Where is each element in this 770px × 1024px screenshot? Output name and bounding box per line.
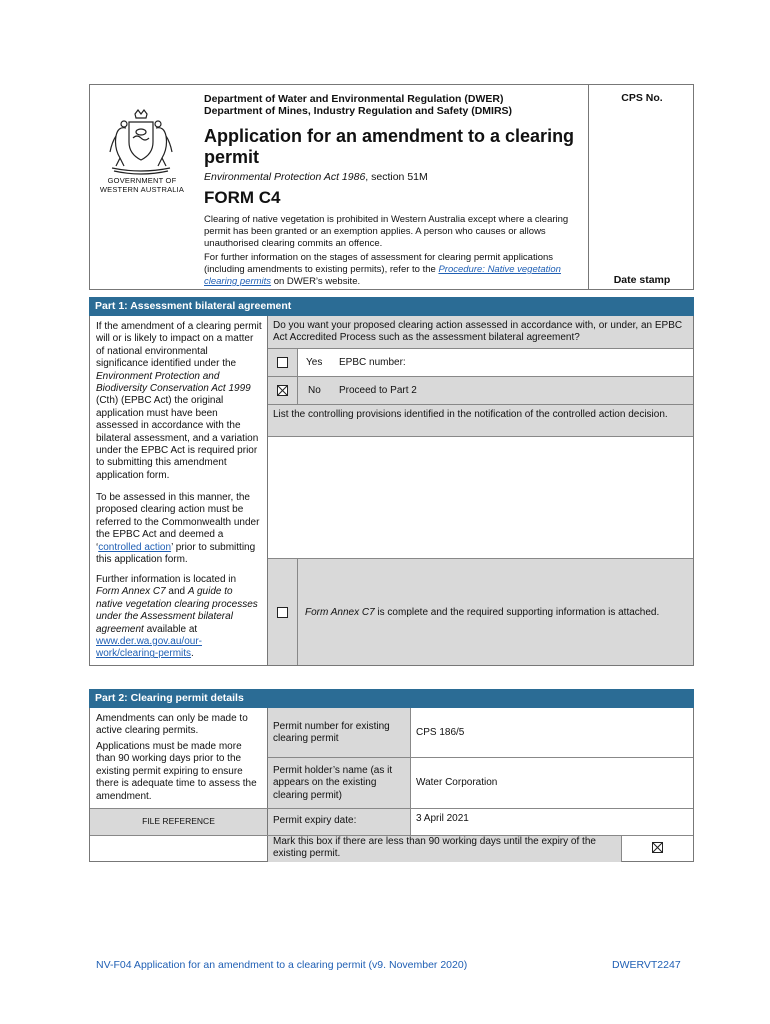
p1-text-b: (Cth) (EPBC Act) the original application must have been assessed in accordance with the bilateral assessment, and a variation under the EPBC Act is required prior to submitting this amendment application form. (96, 395, 259, 481)
expiry-date-label: Permit expiry date: (273, 815, 357, 826)
holder-name-value[interactable]: Water Corporation (416, 777, 498, 788)
p2-text: To be assessed in this manner, the proposed clearing action must be referred to the Commonwealth under the EPBC Act and deemed a ‘ (96, 492, 260, 553)
form-title: Application for an amendment to a clearing permit (204, 126, 575, 167)
footer-document-code: DWERVT2247 (612, 959, 681, 971)
intro-p2-tail: on DWER’s website. (271, 276, 361, 287)
part2-check-divider (621, 835, 622, 862)
p1-rule (268, 436, 693, 437)
p2-rule (90, 808, 693, 809)
department-line-1: Department of Water and Environmental Regulation (DWER) (204, 93, 504, 105)
date-stamp-label: Date stamp (613, 274, 671, 286)
department-line-2: Department of Mines, Industry Regulation and Safety (DMIRS) (204, 105, 513, 117)
annex-c7-checkbox[interactable] (277, 607, 288, 618)
p1-vrule (297, 348, 298, 404)
part2-left-paragraph-1: Amendments can only be made to active clearing permits. (96, 713, 248, 737)
part2-left-paragraph-2: Applications must be made more than 90 working days prior to the existing permit expiring to ensure there is adequate time to assess the amendment. (96, 741, 257, 802)
p1-rule (268, 376, 693, 377)
no-checkbox[interactable] (277, 385, 288, 396)
annex-c7-name: Form Annex C7 (96, 586, 166, 598)
act-reference (204, 171, 428, 183)
less-than-90-days-checkbox[interactable] (652, 842, 663, 853)
gov-wa-line1: GOVERNMENT OF (107, 176, 177, 185)
controlled-action-link[interactable]: controlled action (98, 541, 172, 553)
no-row-cell (268, 376, 693, 404)
part1-column-divider (267, 316, 268, 666)
controlling-provisions-label: List the controlling provisions identified in the notification of the controlled action decision. (273, 409, 668, 420)
p3-end: . (191, 648, 194, 660)
guide-name: A guide to native vegetation clearing processes under the Assessment bilateral agreement (96, 586, 258, 635)
procedure-link[interactable]: Procedure: Native vegetation clearing permits (204, 264, 561, 287)
yes-checkbox[interactable] (277, 357, 288, 368)
permit-number-value[interactable]: CPS 186/5 (416, 727, 465, 738)
p2-text-b: ’ prior to submitting this application form. (96, 541, 256, 566)
part1-header: Part 1: Assessment bilateral agreement (89, 297, 694, 316)
proceed-label: Proceed to Part 2 (339, 385, 417, 396)
annex-c7-rest: is complete and the required supporting information is attached. (374, 607, 660, 618)
act-section: , section 51M (365, 171, 428, 183)
no-label: No (308, 385, 321, 396)
p1-text: If the amendment of a clearing permit will or is likely to impact on a matter of national environmental significance identified under the (96, 321, 262, 370)
footer-document-title: NV-F04 Application for an amendment to a clearing permit (v9. November 2020) (96, 959, 468, 971)
epbc-act-name: Environment Protection and Biodiversity Conservation Act 1999 (96, 370, 251, 395)
yes-label: Yes (306, 357, 323, 368)
mark-box-label: Mark this box if there are less than 90 working days until the expiry of the existing permit. (273, 836, 596, 860)
part2-header: Part 2: Clearing permit details (89, 689, 694, 708)
p2-rule (268, 757, 693, 758)
p3-text: Further information is located in (96, 574, 237, 585)
part1-left-paragraph-1 (96, 321, 262, 482)
cps-number-label: CPS No. (621, 92, 663, 104)
controlling-provisions-field[interactable] (270, 438, 691, 556)
wa-government-crest-icon (102, 108, 180, 178)
holder-name-label: Permit holder’s name (as it appears on the existing clearing permit) (273, 765, 393, 801)
epbc-number-field[interactable] (412, 351, 688, 373)
gov-wa-line2: WESTERN AUSTRALIA (99, 185, 185, 194)
header-divider (588, 84, 589, 290)
expiry-date-value[interactable]: 3 April 2021 (416, 813, 469, 824)
form-code: FORM C4 (204, 188, 281, 207)
permit-number-label: Permit number for existing clearing permit (273, 721, 390, 745)
act-name: Environmental Protection Act 1986 (204, 171, 366, 183)
part1-left-paragraph-3 (96, 574, 262, 661)
part2-column-divider (267, 708, 268, 862)
annex-c7-italic: Form Annex C7 (305, 607, 375, 618)
p1-rule (268, 558, 693, 559)
intro-p2-text: For further information on the stages of assessment for clearing permit applications (including amendments to existing permits), refer to the (204, 252, 554, 275)
p1-rule (268, 348, 693, 349)
epbc-number-label: EPBC number: (339, 357, 406, 368)
p1-rule (268, 404, 693, 405)
intro-paragraph-1: Clearing of native vegetation is prohibited in Western Australia except where a clearing permit has been granted or an exemption applies. A person who causes or allows unauthorised clearing commits an offence. (204, 214, 569, 249)
intro-paragraph-2 (204, 252, 580, 288)
dwer-website-link[interactable]: www.der.wa.gov.au/our-work/clearing-permits (96, 636, 202, 660)
bilateral-question: Do you want your proposed clearing action assessed in accordance with, or under, an EPBC Act Accredited Process such as the assessment bilateral agreement? (273, 320, 683, 344)
p3-text-b: available at (143, 623, 198, 635)
file-reference-label: FILE REFERENCE (142, 816, 215, 826)
p1-vrule (297, 558, 298, 665)
annex-c7-statement (305, 607, 690, 619)
file-reference-field[interactable] (90, 836, 267, 862)
part1-left-paragraph-2 (96, 492, 262, 566)
p3-and: and (165, 586, 188, 598)
part2-value-divider (410, 708, 411, 835)
